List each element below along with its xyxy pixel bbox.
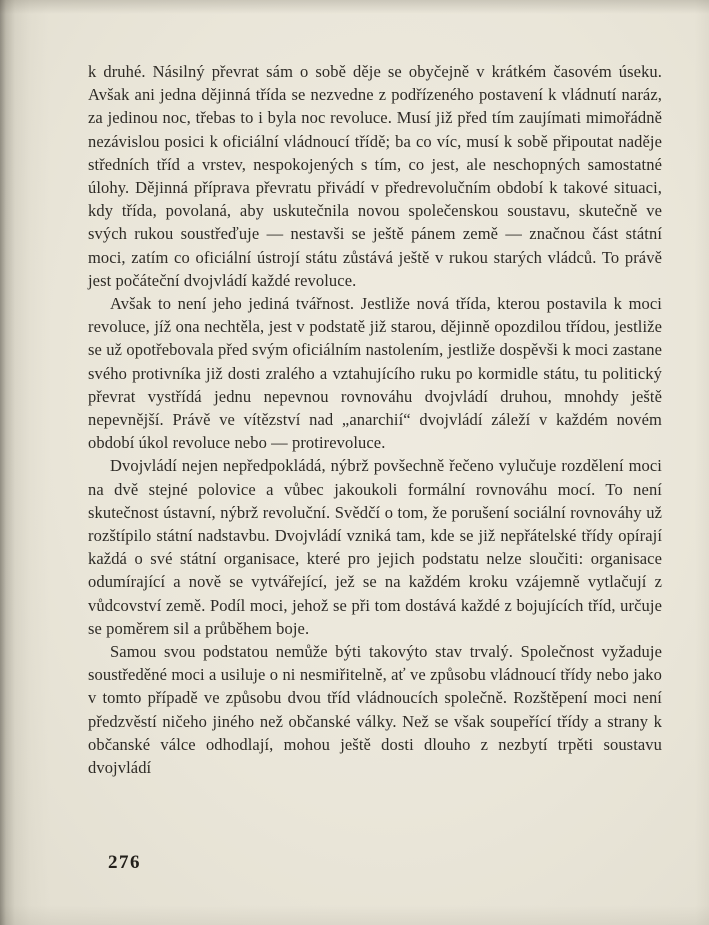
paragraph: k druhé. Násilný převrat sám o sobě děje se obyčejně v krátkém časovém úseku. Avšak ani jedna dějinná třída se nezvedne z podřízeného postavení k vládnutí naráz, za jedinou noc, třebas to i byla noc revoluce. Musí již před tím zaujímati mimořádně nezávislou posici k oficiální vládnoucí třídě; ba co víc, musí k sobě připoutat naděje středních tříd a vrstev, nespokojených s tím, co jest, ale neschopných samostatné úlohy. Dějinná příprava převratu přivádí v předrevolučním období k takové situaci, kdy třída, povolaná, aby uskutečnila novou společenskou soustavu, skutečně ve svých rukou soustřeďuje — nestavši se ještě pánem země — značnou část státní moci, zatím co oficiální ústrojí státu zůstává ještě v rukou starých vládců. To právě jest počáteční dvojvládí každé revoluce. <box>88 62 662 290</box>
paragraph: Samou svou podstatou nemůže býti takovýto stav trvalý. Společnost vyžaduje soustředěné moci a usiluje o ni nesmiřitelně, ať ve způsobu vládnoucí třídy nebo jako v tomto případě ve způsobu dvou tříd vládnoucích společně. Rozštěpení moci není předzvěstí ničeho jiného než občanské války. Než se však soupeřící třídy a strany k občanské válce odhodlají, mohou ještě dosti dlouho z nezbytí trpěti soustavu dvojvládí <box>88 642 662 778</box>
paragraph: Dvojvládí nejen nepředpokládá, nýbrž povšechně řečeno vylučuje rozdělení moci na dvě stejné polovice a vůbec jakoukoli formální rovnováhu mocí. To není skutečnost ústavní, nýbrž revoluční. Svědčí o tom, že porušení sociální rovnováhy už rozštípilo státní nadstavbu. Dvojvládí vzniká tam, kde se již nepřátelské třídy opírají každá o své státní organisace, které pro jejich podstatu nelze sloučiti: organisace odumírající a nově se vytvářející, jež se na každém kroku vzájemně vytlačují z vůdcovství země. Podíl moci, jehož se při tom dostává každé z bojujících tříd, určuje se poměrem sil a průběhem boje. <box>88 456 662 638</box>
page-body-text <box>88 60 662 779</box>
paragraph: Avšak to není jeho jediná tvářnost. Jestliže nová třída, kterou postavila k moci revoluce, jíž ona nechtěla, jest v podstatě již starou, dějinně opozdilou třídou, jestliže se už opotřebovala před svým oficiálním nastolením, jestliže dospěvši k moci zastane svého protivníka již dosti zralého a vztahujícího ruku po kormidle státu, tu politický převrat vystřídá jednu nepevnou rovnováhu dvojvládí druhou, mnohdy ještě nepevnější. Právě ve vítězství nad „anarchií“ dvojvládí záleží v každém novém období úkol revoluce nebo — protirevoluce. <box>88 294 662 453</box>
page-number: 276 <box>108 852 141 873</box>
